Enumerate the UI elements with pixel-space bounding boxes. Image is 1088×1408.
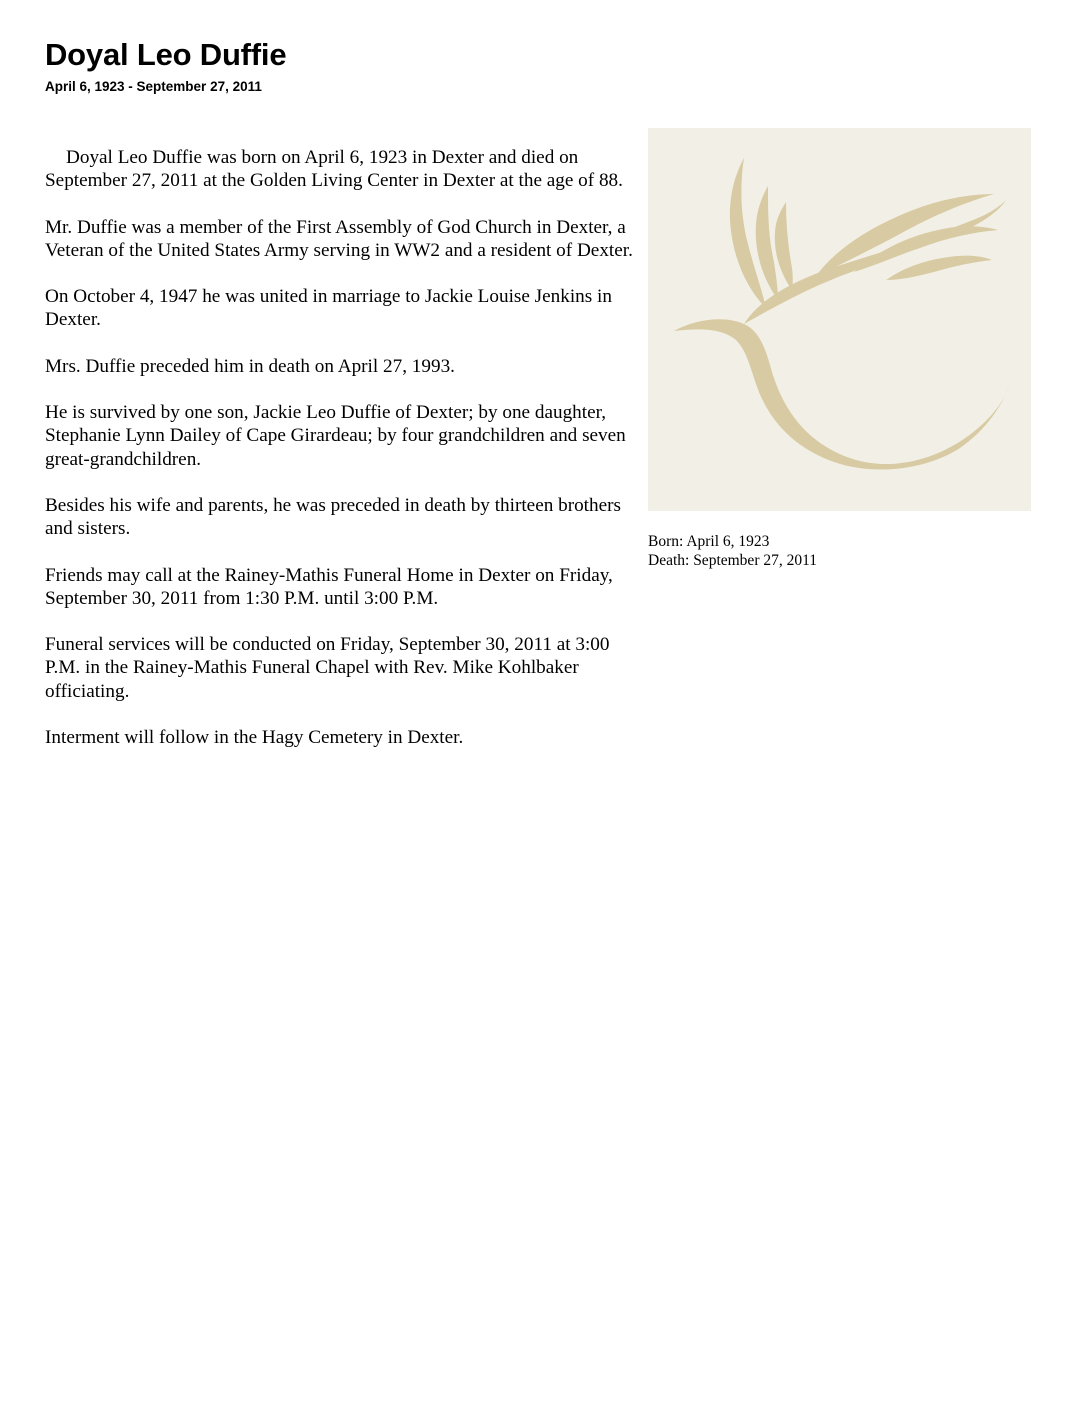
page-title: Doyal Leo Duffie — [45, 37, 287, 72]
life-dates: April 6, 1923 - September 27, 2011 — [45, 79, 262, 94]
obituary-text — [45, 146, 645, 772]
born-date: Born: April 6, 1923 — [648, 533, 770, 550]
obituary-paragraph: Besides his wife and parents, he was preceded in death by thirteen brothers and sisters. — [45, 494, 621, 540]
obituary-paragraph: On October 4, 1947 he was united in marriage to Jackie Louise Jenkins in Dexter. — [45, 286, 612, 331]
obituary-paragraph: Mr. Duffie was a member of the First Assembly of God Church in Dexter, a Veteran of the United States Army serving in WW2 and a resident of Dexter. — [45, 216, 633, 261]
obituary-paragraph: Funeral services will be conducted on Friday, September 30, 2011 at 3:00 P.M. in the Rainey-Mathis Funeral Chapel with Rev. Mike Kohlbaker officiating. — [45, 634, 610, 702]
obituary-paragraph: Doyal Leo Duffie was born on April 6, 1923 in Dexter and died on September 27, 2011 at the Golden Living Center in Dexter at the age of 88. — [45, 147, 623, 192]
life-dates-caption — [648, 532, 817, 570]
dove-emblem — [648, 128, 1031, 511]
obituary-paragraph: Friends may call at the Rainey-Mathis Funeral Home in Dexter on Friday, September 30, 2011 from 1:30 P.M. until 3:00 P.M. — [45, 564, 613, 609]
obituary-paragraph: Mrs. Duffie preceded him in death on April 27, 1993. — [45, 355, 455, 377]
dove-icon — [648, 128, 1031, 511]
death-date: Death: September 27, 2011 — [648, 552, 818, 569]
obituary-paragraph: He is survived by one son, Jackie Leo Duffie of Dexter; by one daughter, Stephanie Lynn Dailey of Cape Girardeau; by four grandchildren and seven great-grandchildren. — [45, 402, 626, 470]
obituary-paragraph: Interment will follow in the Hagy Cemetery in Dexter. — [45, 726, 464, 748]
